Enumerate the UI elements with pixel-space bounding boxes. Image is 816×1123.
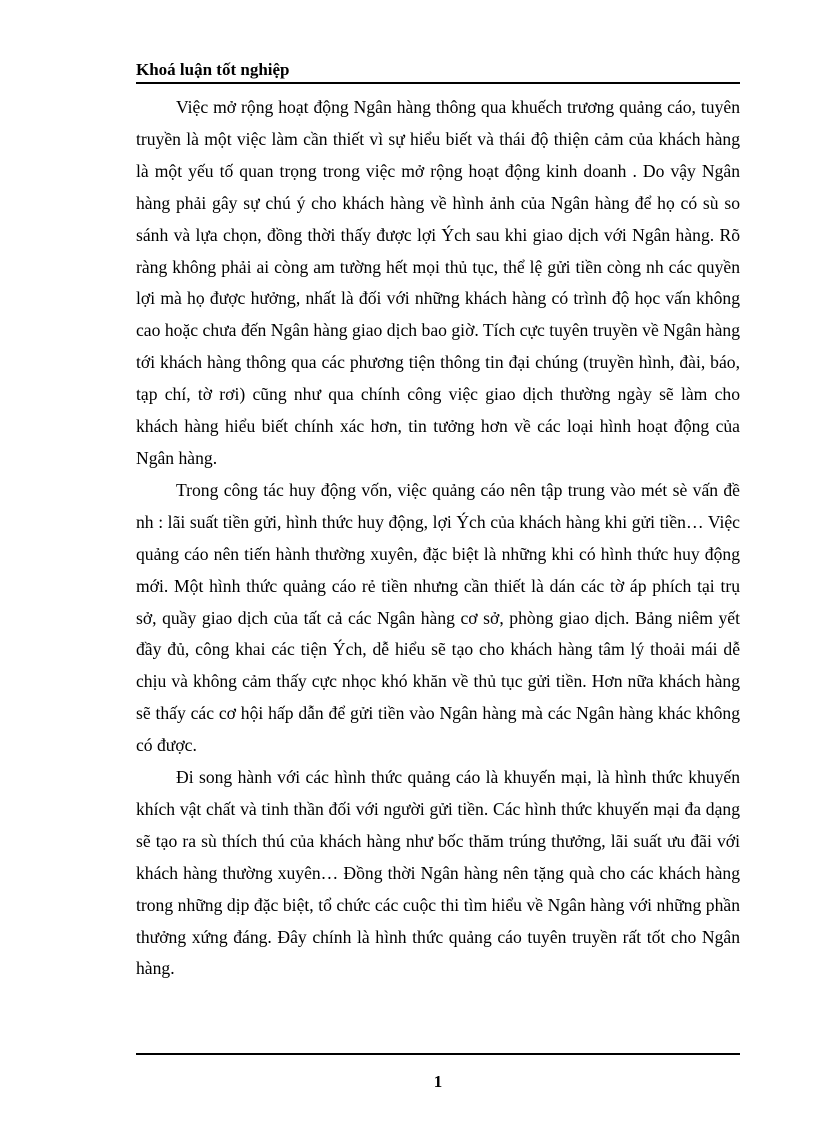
page-header xyxy=(136,58,740,84)
header-title: Khoá luận tốt nghiệp xyxy=(136,60,290,79)
paragraph-1: Việc mở rộng hoạt động Ngân hàng thông qua khuếch trương quảng cáo, tuyên truyền là một việc làm cần thiết vì sự hiểu biết và thái độ thiện cảm của khách hàng là một yếu tố quan trọng trong việc mở rộng hoạt động kinh doanh . Do vậy Ngân hàng phải gây sự chú ý cho khách hàng về hình ảnh của Ngân hàng để họ có sù so sánh và lựa chọn, đồng thời thấy được lợi Ých sau khi giao dịch với Ngân hàng. Rõ ràng không phải ai còng am tường hết mọi thủ tục, thể lệ gửi tiền còng nh các quyền lợi mà họ được hưởng, nhất là đối với những khách hàng có trình độ học vấn không cao hoặc chưa đến Ngân hàng giao dịch bao giờ. Tích cực tuyên truyền về Ngân hàng tới khách hàng thông qua các phương tiện thông tin đại chúng (truyền hình, đài, báo, tạp chí, tờ rơi) cũng như qua chính công việc giao dịch thường ngày sẽ làm cho khách hàng hiểu biết chính xác hơn, tin tưởng hơn về các loại hình hoạt động của Ngân hàng. xyxy=(136,97,740,468)
page-number: 1 xyxy=(433,1072,443,1091)
footer-divider xyxy=(136,1053,740,1055)
document-body xyxy=(136,92,740,985)
paragraph-3: Đi song hành với các hình thức quảng cáo là khuyến mại, là hình thức khuyến khích vật chất và tinh thần đối với người gửi tiền. Các hình thức khuyến mại đa dạng sẽ tạo ra sù thích thú của khách hàng như bốc thăm trúng thưởng, lãi suất ưu đãi với khách hàng thường xuyên… Đồng thời Ngân hàng nên tặng quà cho các khách hàng trong những dịp đặc biệt, tổ chức các cuộc thi tìm hiểu về Ngân hàng với những phần thưởng xứng đáng. Đây chính là hình thức quảng cáo tuyên truyền rất tốt cho Ngân hàng. xyxy=(136,767,740,979)
paragraph-2: Trong công tác huy động vốn, việc quảng cáo nên tập trung vào mét sè vấn đề nh : lãi suất tiền gửi, hình thức huy động, lợi Ých của khách hàng khi gửi tiền… Việc quảng cáo nên tiến hành thường xuyên, đặc biệt là những khi có hình thức huy động mới. Một hình thức quảng cáo rẻ tiền nhưng cần thiết là dán các tờ áp phích tại trụ sở, quầy giao dịch của tất cả các Ngân hàng cơ sở, phòng giao dịch. Bảng niêm yết đầy đủ, công khai các tiện Ých, dễ hiểu sẽ tạo cho khách hàng tâm lý thoải mái dễ chịu và không cảm thấy cực nhọc khó khăn về thủ tục gửi tiền. Hơn nữa khách hàng sẽ thấy các cơ hội hấp dẫn để gửi tiền vào Ngân hàng mà các Ngân hàng khác không có được. xyxy=(136,479,740,756)
